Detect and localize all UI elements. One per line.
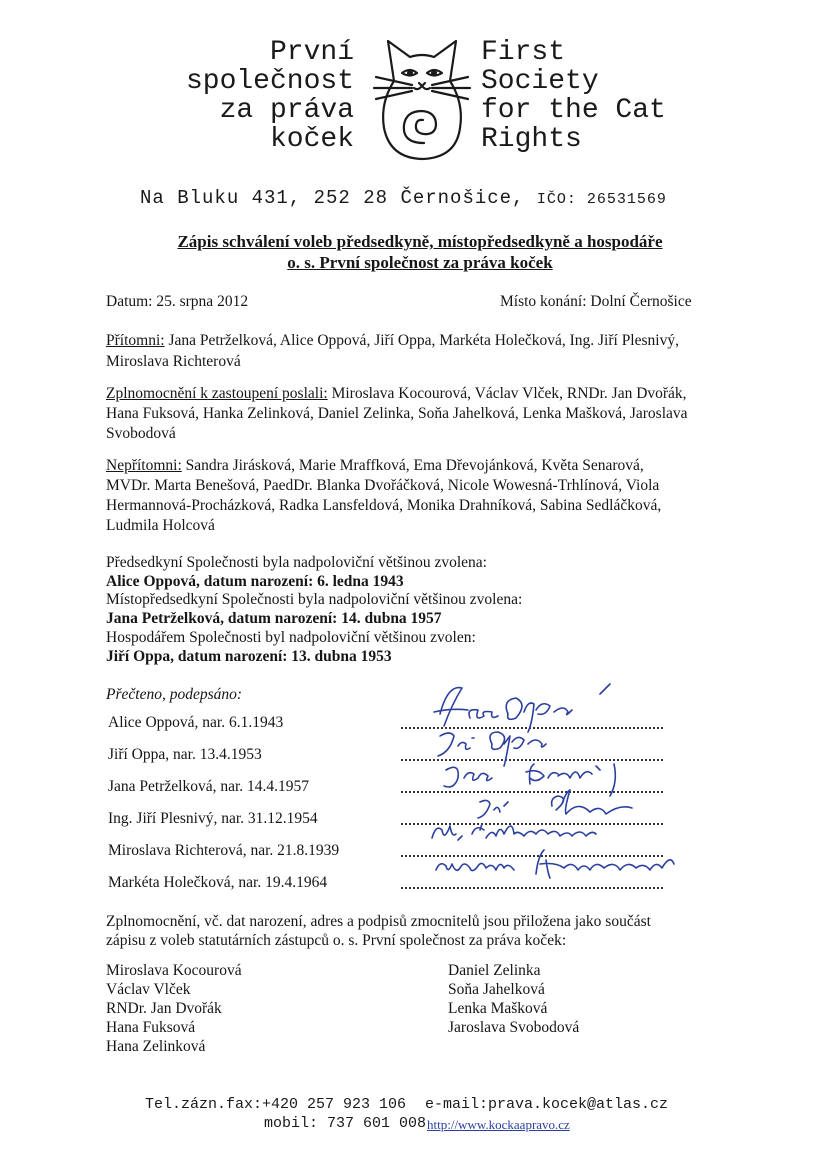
election-text: Předsedkyní Společnosti byla nadpoloviční většinou zvolena: (106, 554, 487, 571)
present-line: Miroslava Richterová (106, 353, 241, 370)
signature-jana-petrzelkova (444, 764, 615, 796)
absent-line: MVDr. Marta Benešová, PaedDr. Blanka Dvořáčková, Nicole Wowesná-Trhlínová, Viola (106, 477, 660, 494)
absent-line (106, 455, 644, 476)
present-line (106, 330, 679, 351)
signatory-name: Miroslava Richterová, nar. 21.8.1939 (108, 842, 340, 859)
signature-marketa-holeckova (436, 850, 674, 878)
attachments-text: zápisu z voleb statutárních zástupců o. s. První společnost za práva koček: (106, 932, 567, 949)
election-result: Jiří Oppa, datum narození: 13. dubna 1953 (106, 648, 392, 665)
name-cz-line: za práva (219, 95, 354, 126)
handwritten-signatures (400, 674, 720, 894)
footer-mobile: mobil: 737 601 008 (264, 1115, 427, 1132)
absent-names: Sandra Jirásková, Marie Mraffková, Ema Dřevojánková, Květa Senarová, (181, 457, 644, 474)
signature-jiri-plesnivy (478, 790, 632, 818)
meeting-date: Datum: 25. srpna 2012 (106, 293, 249, 310)
principal-name: Jaroslava Svobodová (448, 1019, 580, 1036)
document-title-line2: o. s. První společnost za práva koček (287, 253, 553, 272)
principal-name: Hana Zelinková (106, 1038, 206, 1055)
signature-jiri-oppa (438, 732, 546, 766)
footer-website-link[interactable]: http://www.kockaapravo.cz (427, 1117, 570, 1132)
principal-name: Daniel Zelinka (448, 962, 541, 979)
signature-m-richterova (432, 824, 596, 840)
society-name-english (481, 38, 666, 154)
signatory-name: Ing. Jiří Plesnivý, nar. 31.12.1954 (108, 810, 318, 827)
proxies-line: Hana Fuksová, Hanka Zelinková, Daniel Zelinka, Soňa Jahelková, Lenka Mašková, Jaroslava (106, 405, 688, 422)
name-en-line: First (481, 37, 566, 68)
present-label: Přítomni: (106, 332, 165, 349)
principal-name: Hana Fuksová (106, 1019, 196, 1036)
signatory-name: Markéta Holečková, nar. 19.4.1964 (108, 874, 328, 891)
absent-label: Nepřítomni: (106, 457, 182, 474)
name-cz-line: První (269, 37, 354, 68)
absent-line: Hermannová-Procházková, Radka Lansfeldová, Monika Drahníková, Sabina Sedláčková, (106, 497, 662, 514)
cat-logo (372, 33, 472, 163)
attachments-text: Zplnomocnění, vč. dat narození, adres a podpisů zmocnitelů jsou přiložena jako součást (106, 913, 651, 930)
society-name-czech (186, 38, 354, 154)
signed-label: Přečteno, podepsáno: (106, 686, 243, 703)
footer-email: e-mail:prava.kocek@atlas.cz (425, 1096, 669, 1113)
signatory-name: Jana Petrželková, nar. 14.4.1957 (108, 778, 310, 795)
name-en-line: for the Cat (481, 95, 666, 126)
name-cz-line: společnost (185, 66, 354, 97)
proxies-names: Miroslava Kocourová, Václav Vlček, RNDr. Jan Dvořák, (327, 385, 687, 402)
society-address (140, 187, 667, 209)
absent-line: Ludmila Holcová (106, 517, 215, 534)
signatory-name: Alice Oppová, nar. 6.1.1943 (108, 714, 284, 731)
name-en-line: Rights (481, 124, 582, 155)
meeting-place: Místo konání: Dolní Černošice (500, 293, 692, 310)
election-text: Hospodářem Společnosti byl nadpoloviční většinou zvolen: (106, 629, 476, 646)
document-title-line1: Zápis schválení voleb předsedkyně, místopředsedkyně a hospodáře (177, 232, 663, 251)
proxies-line: Svobodová (106, 425, 176, 442)
proxies-label: Zplnomocnění k zastoupení poslali: (106, 385, 328, 402)
proxies-line (106, 383, 687, 404)
election-result: Jana Petrželková, datum narození: 14. dubna 1957 (106, 610, 442, 627)
name-cz-line: koček (269, 124, 354, 155)
election-result: Alice Oppová, datum narození: 6. ledna 1943 (106, 573, 404, 590)
principal-name: Václav Vlček (106, 981, 191, 998)
election-text: Místopředsedkyní Společnosti byla nadpoloviční většinou zvolena: (106, 591, 523, 608)
ico-number: IČO: 26531569 (536, 191, 667, 208)
name-en-line: Society (481, 66, 599, 97)
address-text: Na Bluku 431, 252 28 Černošice, (140, 187, 525, 209)
signature-alice-oppova (434, 684, 610, 732)
principal-name: Soňa Jahelková (448, 981, 545, 998)
signatory-name: Jiří Oppa, nar. 13.4.1953 (108, 746, 262, 763)
principal-name: RNDr. Jan Dvořák (106, 1000, 222, 1017)
present-names: Jana Petrželková, Alice Oppová, Jiří Oppa, Markéta Holečková, Ing. Jiří Plesnivý, (164, 332, 679, 349)
principal-name: Miroslava Kocourová (106, 962, 242, 979)
footer-phone-fax: Tel.zázn.fax:+420 257 923 106 (145, 1096, 407, 1113)
principal-name: Lenka Mašková (448, 1000, 548, 1017)
